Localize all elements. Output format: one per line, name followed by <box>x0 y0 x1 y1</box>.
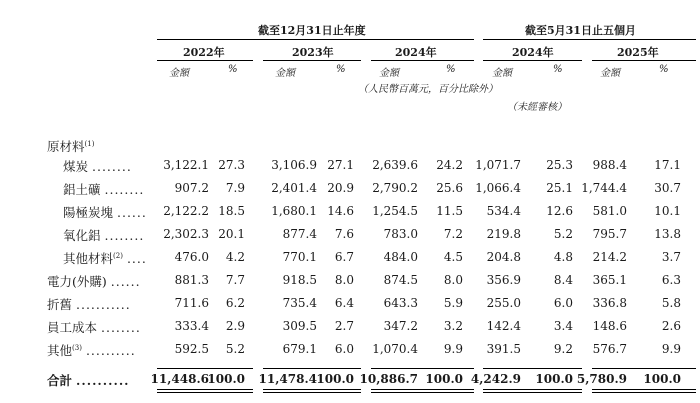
year-rule-2025-five-months <box>592 60 696 61</box>
period-header-five-months: 截至5月31日止五個月 <box>525 24 636 37</box>
footnote-marker: (1) <box>84 139 95 148</box>
leader-dots: ........ <box>104 228 145 243</box>
cell-pct-2025-5m: 2.6 <box>661 319 681 333</box>
leader-dots: .... <box>126 251 147 266</box>
cell-amount-2024: 1,070.4 <box>372 342 418 356</box>
cell-pct-2023: 7.6 <box>334 227 354 241</box>
year-header-2025-five-months: 2025年 <box>617 46 659 59</box>
leader-dots: ........ <box>92 159 132 174</box>
cell-amount-2024-5m: 534.4 <box>486 204 521 218</box>
unaudited-note: （未經審核） <box>507 102 567 113</box>
row-label <box>47 295 131 313</box>
cell-pct-2023: 20.9 <box>327 181 354 195</box>
cell-pct-2022: 7.9 <box>225 181 245 195</box>
subheader-amount-2022: 金額 <box>169 68 189 79</box>
row-label-text: 合計 <box>47 373 73 388</box>
cell-amount-2024-5m: 255.0 <box>486 296 521 310</box>
cell-amount-2024-5m: 142.4 <box>486 319 521 333</box>
cell-pct-2023: 100.0 <box>316 372 354 386</box>
total-rule-top-2022 <box>157 368 253 369</box>
cell-amount-2024-5m: 4,242.9 <box>470 372 521 386</box>
cell-amount-2022: 881.3 <box>174 273 209 287</box>
cell-pct-2025-5m: 17.1 <box>654 158 681 172</box>
cell-amount-2024-5m: 356.9 <box>486 273 521 287</box>
subheader-pct-2024-five-months: % <box>553 64 563 75</box>
cell-pct-2025-5m: 30.7 <box>654 181 681 195</box>
period-rule-five-months <box>483 39 696 40</box>
leader-dots: .......... <box>85 343 136 358</box>
row-label-text: 電力(外購) <box>47 274 107 289</box>
cell-pct-2022: 7.7 <box>225 273 245 287</box>
cell-pct-2022: 2.9 <box>225 319 245 333</box>
cell-amount-2024-5m: 391.5 <box>486 342 521 356</box>
row-label-text: 員工成本 <box>47 320 98 335</box>
cell-pct-2024-5m: 8.4 <box>553 273 573 287</box>
cell-amount-2022: 3,122.1 <box>163 158 209 172</box>
cell-pct-2024-5m: 100.0 <box>535 372 573 386</box>
total-rule-bottom-b-2023 <box>263 392 361 393</box>
cell-pct-2022: 20.1 <box>218 227 245 241</box>
cell-amount-2023: 11,478.4 <box>258 372 317 386</box>
year-header-2023: 2023年 <box>292 46 334 59</box>
period-header-full-year: 截至12月31日止年度 <box>258 24 366 37</box>
year-rule-2022 <box>157 60 253 61</box>
total-rule-bottom-b-2022 <box>157 392 253 393</box>
cell-pct-2023: 27.1 <box>327 158 354 172</box>
cell-pct-2024: 11.5 <box>436 204 463 218</box>
cell-pct-2025-5m: 5.8 <box>661 296 681 310</box>
cell-amount-2024: 347.2 <box>383 319 418 333</box>
cell-amount-2024: 484.0 <box>383 250 418 264</box>
cell-amount-2024-5m: 219.8 <box>486 227 521 241</box>
cell-pct-2025-5m: 10.1 <box>654 204 681 218</box>
cell-amount-2025-5m: 988.4 <box>592 158 627 172</box>
subheader-pct-2024: % <box>446 64 456 75</box>
cell-pct-2025-5m: 13.8 <box>654 227 681 241</box>
subheader-amount-2023: 金額 <box>275 68 295 79</box>
total-label <box>47 371 130 389</box>
cell-pct-2023: 8.0 <box>334 273 354 287</box>
year-header-2024: 2024年 <box>395 46 437 59</box>
cell-pct-2022: 5.2 <box>225 342 245 356</box>
subheader-pct-2025-five-months: % <box>659 64 669 75</box>
row-label-text: 煤炭 <box>63 159 89 174</box>
cell-pct-2022: 6.2 <box>225 296 245 310</box>
subheader-amount-2024-five-months: 金額 <box>492 68 512 79</box>
cell-pct-2022: 18.5 <box>218 204 245 218</box>
row-label <box>47 272 141 290</box>
subheader-pct-2023: % <box>336 64 346 75</box>
leader-dots: ........ <box>104 182 145 197</box>
footnote-marker: (3) <box>72 343 82 352</box>
cell-amount-2024: 643.3 <box>383 296 418 310</box>
cell-pct-2023: 6.0 <box>334 342 354 356</box>
cell-amount-2023: 1,680.1 <box>271 204 317 218</box>
cell-amount-2024: 10,886.7 <box>359 372 418 386</box>
year-rule-2023 <box>263 60 361 61</box>
cell-amount-2023: 770.1 <box>282 250 317 264</box>
cell-pct-2024-5m: 4.8 <box>553 250 573 264</box>
cell-amount-2022: 592.5 <box>174 342 209 356</box>
leader-dots: ........... <box>76 297 131 312</box>
cell-pct-2025-5m: 9.9 <box>661 342 681 356</box>
cell-pct-2022: 4.2 <box>225 250 245 264</box>
row-label <box>63 157 132 175</box>
cell-amount-2025-5m: 1,744.4 <box>581 181 627 195</box>
leader-dots: .......... <box>76 373 130 388</box>
cell-amount-2023: 309.5 <box>282 319 317 333</box>
cell-amount-2025-5m: 576.7 <box>592 342 627 356</box>
total-rule-top-2025-five-months <box>592 368 696 369</box>
cell-amount-2022: 2,122.2 <box>163 204 209 218</box>
cell-amount-2025-5m: 336.8 <box>592 296 627 310</box>
year-header-2024-five-months: 2024年 <box>512 46 554 59</box>
row-label-text: 陽極炭塊 <box>63 205 114 220</box>
cell-amount-2025-5m: 581.0 <box>592 204 627 218</box>
cell-pct-2024: 5.9 <box>443 296 463 310</box>
cell-amount-2022: 2,302.3 <box>163 227 209 241</box>
total-rule-top-2023 <box>263 368 361 369</box>
cell-amount-2022: 711.6 <box>174 296 209 310</box>
total-rule-bottom-b-2024-five-months <box>483 392 582 393</box>
subheader-amount-2024: 金額 <box>379 68 399 79</box>
cell-pct-2024: 9.9 <box>443 342 463 356</box>
total-rule-bottom-a-2024-five-months <box>483 389 582 390</box>
cell-amount-2022: 476.0 <box>174 250 209 264</box>
year-rule-2024-five-months <box>483 60 582 61</box>
cell-amount-2025-5m: 365.1 <box>592 273 627 287</box>
leader-dots: ........ <box>101 320 141 335</box>
cell-amount-2024: 1,254.5 <box>372 204 418 218</box>
cell-amount-2024: 2,639.6 <box>372 158 418 172</box>
cell-amount-2025-5m: 148.6 <box>592 319 627 333</box>
cell-amount-2025-5m: 214.2 <box>592 250 627 264</box>
cell-pct-2024: 25.6 <box>436 181 463 195</box>
cell-amount-2024: 874.5 <box>383 273 418 287</box>
cell-pct-2024-5m: 9.2 <box>553 342 573 356</box>
cell-pct-2025-5m: 3.7 <box>661 250 681 264</box>
cell-amount-2023: 877.4 <box>282 227 317 241</box>
year-rule-2024 <box>371 60 474 61</box>
cell-amount-2024-5m: 1,066.4 <box>475 181 521 195</box>
unit-note: （人民幣百萬元，百分比除外） <box>358 84 498 95</box>
cell-amount-2023: 679.1 <box>282 342 317 356</box>
cell-pct-2025-5m: 100.0 <box>643 372 681 386</box>
cell-pct-2024-5m: 25.3 <box>546 158 573 172</box>
cell-amount-2022: 333.4 <box>174 319 209 333</box>
total-rule-bottom-a-2025-five-months <box>592 389 696 390</box>
cell-pct-2024: 7.2 <box>443 227 463 241</box>
total-rule-bottom-b-2024 <box>371 392 474 393</box>
cell-pct-2024-5m: 6.0 <box>553 296 573 310</box>
section-label-raw-materials: 原材料$^{(1)}$ <box>47 139 95 154</box>
year-header-2022: 2022年 <box>183 46 225 59</box>
cell-pct-2024: 8.0 <box>443 273 463 287</box>
row-label-text: 其他材料 <box>63 251 114 266</box>
row-label-text: 其他 <box>47 343 73 358</box>
cell-pct-2023: 6.7 <box>334 250 354 264</box>
total-rule-bottom-a-2024 <box>371 389 474 390</box>
cell-pct-2025-5m: 6.3 <box>661 273 681 287</box>
row-label <box>47 318 141 336</box>
cell-amount-2024: 2,790.2 <box>372 181 418 195</box>
cell-amount-2023: 2,401.4 <box>271 181 317 195</box>
cell-amount-2025-5m: 5,780.9 <box>576 372 627 386</box>
cell-pct-2023: 6.4 <box>334 296 354 310</box>
cell-amount-2023: 3,106.9 <box>271 158 317 172</box>
cell-amount-2023: 918.5 <box>282 273 317 287</box>
cell-amount-2024: 783.0 <box>383 227 418 241</box>
leader-dots: ...... <box>117 205 147 220</box>
row-label <box>47 341 136 359</box>
cell-pct-2024: 100.0 <box>425 372 463 386</box>
row-label-text: 鋁土礦 <box>63 182 101 197</box>
cell-pct-2022: 27.3 <box>218 158 245 172</box>
leader-dots: ...... <box>110 274 141 289</box>
total-rule-top-2024-five-months <box>483 368 582 369</box>
cell-amount-2022: 11,448.6 <box>150 372 209 386</box>
cell-pct-2024-5m: 5.2 <box>553 227 573 241</box>
cell-pct-2024: 4.5 <box>443 250 463 264</box>
period-rule-full-year <box>157 39 474 40</box>
total-rule-bottom-a-2022 <box>157 389 253 390</box>
cell-amount-2025-5m: 795.7 <box>592 227 627 241</box>
cell-pct-2024-5m: 12.6 <box>546 204 573 218</box>
subheader-amount-2025-five-months: 金額 <box>600 68 620 79</box>
cell-pct-2024: 3.2 <box>443 319 463 333</box>
subheader-pct-2022: % <box>228 64 238 75</box>
total-rule-top-2024 <box>371 368 474 369</box>
row-label-text: 氧化鋁 <box>63 228 101 243</box>
cell-amount-2022: 907.2 <box>174 181 209 195</box>
cell-amount-2023: 735.4 <box>282 296 317 310</box>
cell-pct-2023: 2.7 <box>334 319 354 333</box>
cell-pct-2023: 14.6 <box>327 204 354 218</box>
total-rule-bottom-a-2023 <box>263 389 361 390</box>
cell-pct-2024: 24.2 <box>436 158 463 172</box>
cell-amount-2024-5m: 1,071.7 <box>475 158 521 172</box>
total-rule-bottom-b-2025-five-months <box>592 392 696 393</box>
row-label-text: 折舊 <box>47 297 73 312</box>
cell-pct-2024-5m: 3.4 <box>553 319 573 333</box>
cell-pct-2022: 100.0 <box>207 372 245 386</box>
cell-pct-2024-5m: 25.1 <box>546 181 573 195</box>
footnote-marker: (2) <box>113 251 123 260</box>
cell-amount-2024-5m: 204.8 <box>486 250 521 264</box>
